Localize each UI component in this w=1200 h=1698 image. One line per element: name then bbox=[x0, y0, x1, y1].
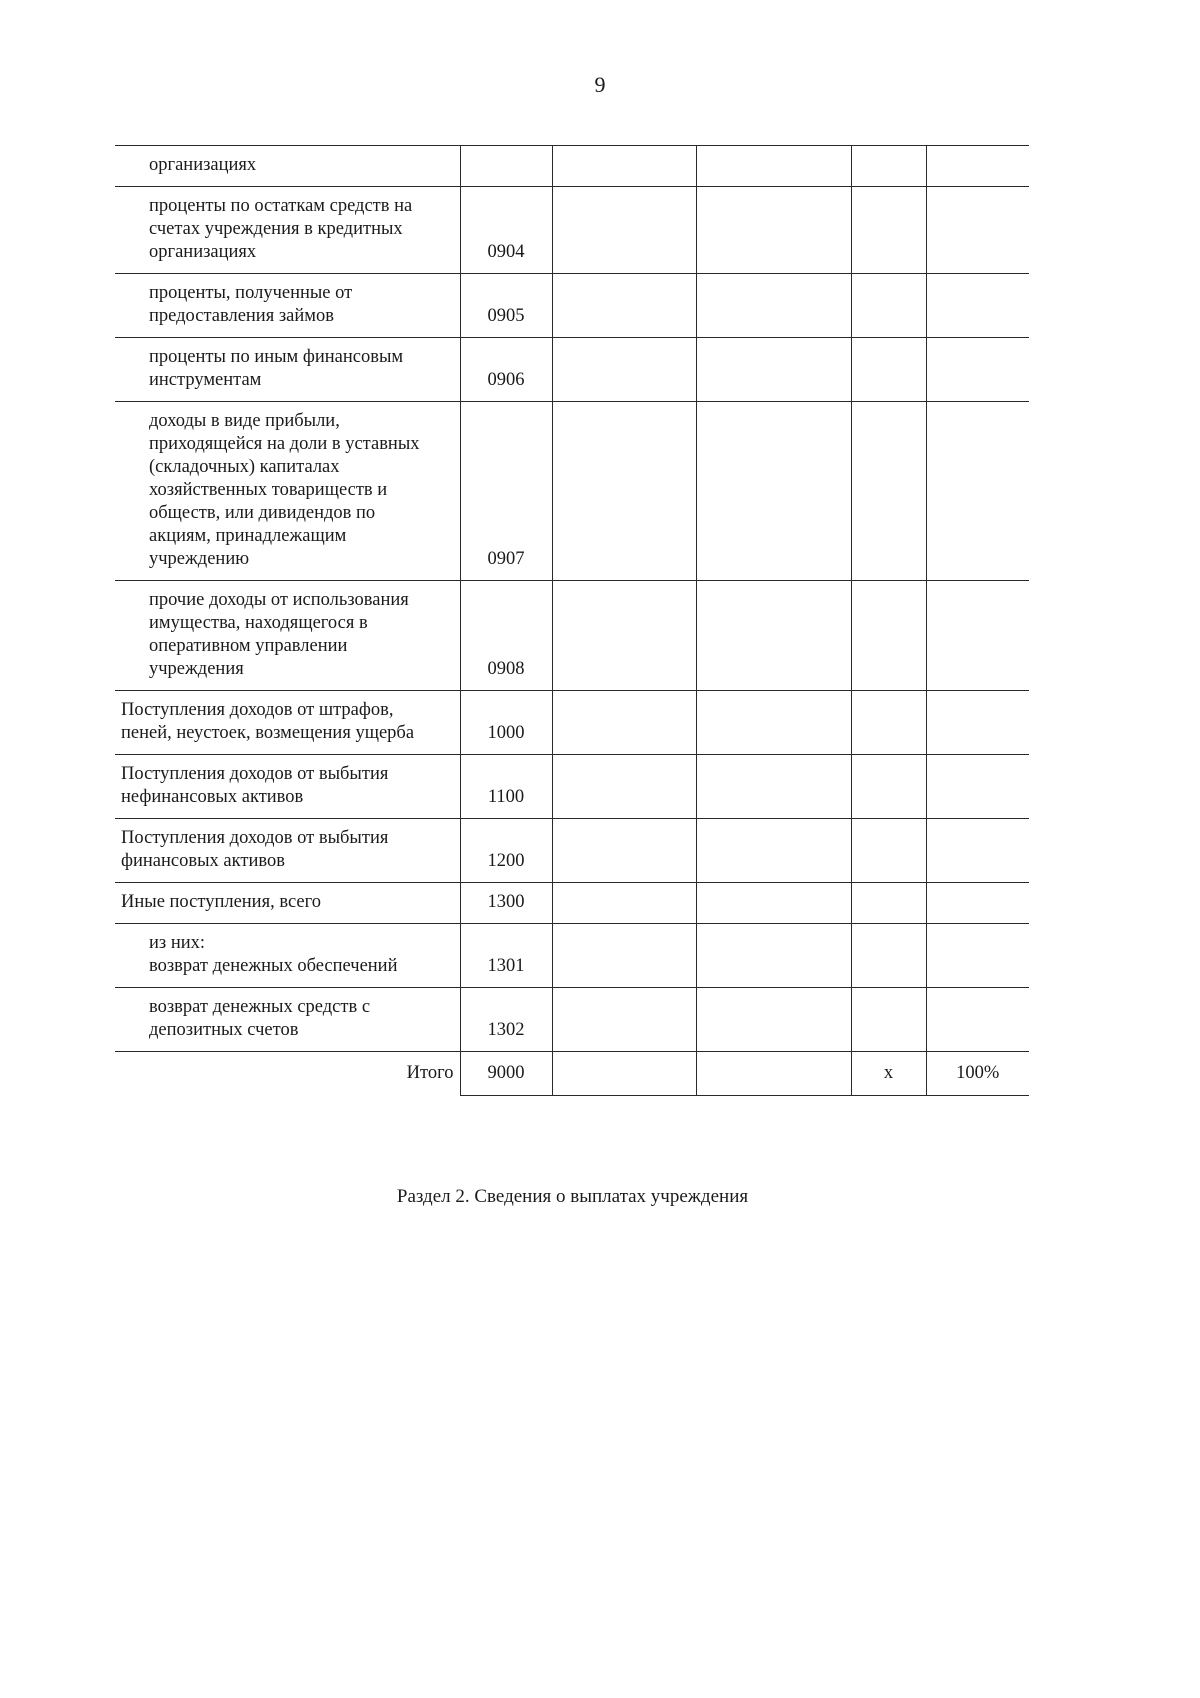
row-name-line: проценты по иным финансовым bbox=[149, 347, 404, 367]
row-name-line: организациях bbox=[149, 242, 257, 262]
row-name-line: доходы в виде прибыли, bbox=[149, 411, 340, 431]
row-name-line: хозяйственных товариществ и bbox=[149, 480, 388, 500]
table-row bbox=[115, 274, 1029, 338]
row-col-c bbox=[851, 691, 926, 755]
row-col-b bbox=[696, 338, 851, 402]
row-name-line: нефинансовых активов bbox=[121, 787, 304, 807]
table-row bbox=[115, 338, 1029, 402]
row-col-b bbox=[696, 581, 851, 691]
row-name bbox=[115, 187, 460, 274]
row-col-b bbox=[696, 187, 851, 274]
row-code: 1302 bbox=[460, 988, 552, 1052]
table-row bbox=[115, 988, 1029, 1052]
row-name bbox=[115, 338, 460, 402]
table-row bbox=[115, 581, 1029, 691]
row-name-line: Поступления доходов от выбытия bbox=[121, 764, 389, 784]
row-name-line: из них: bbox=[149, 933, 206, 953]
row-name-line: Поступления доходов от штрафов, bbox=[121, 700, 394, 720]
row-col-d bbox=[926, 819, 1029, 883]
row-name bbox=[115, 402, 460, 581]
row-name-line: приходящейся на доли в уставных bbox=[149, 434, 420, 454]
row-col-d bbox=[926, 988, 1029, 1052]
row-code bbox=[460, 146, 552, 187]
table-row bbox=[115, 819, 1029, 883]
row-col-b bbox=[696, 274, 851, 338]
total-col-a bbox=[552, 1052, 696, 1096]
row-name-line: проценты по остаткам средств на bbox=[149, 196, 413, 216]
table-row bbox=[115, 924, 1029, 988]
row-col-a bbox=[552, 883, 696, 924]
row-col-c bbox=[851, 581, 926, 691]
row-col-d bbox=[926, 187, 1029, 274]
row-col-c bbox=[851, 146, 926, 187]
row-name-line: возврат денежных средств с bbox=[149, 997, 371, 1017]
row-name-line: Иные поступления, всего bbox=[121, 892, 321, 912]
row-col-d bbox=[926, 402, 1029, 581]
row-name-line: возврат денежных обеспечений bbox=[149, 956, 398, 976]
row-col-b bbox=[696, 755, 851, 819]
row-name-line: акциям, принадлежащим bbox=[149, 526, 347, 546]
row-col-b bbox=[696, 146, 851, 187]
row-col-b bbox=[696, 691, 851, 755]
row-col-b bbox=[696, 819, 851, 883]
row-col-a bbox=[552, 402, 696, 581]
row-col-c bbox=[851, 988, 926, 1052]
row-col-b bbox=[696, 402, 851, 581]
table-row bbox=[115, 883, 1029, 924]
table-row bbox=[115, 691, 1029, 755]
table-row bbox=[115, 187, 1029, 274]
row-name-line: пеней, неустоек, возмещения ущерба bbox=[121, 723, 415, 743]
total-col-b bbox=[696, 1052, 851, 1096]
total-code: 9000 bbox=[460, 1052, 552, 1096]
row-code: 0904 bbox=[460, 187, 552, 274]
table-row bbox=[115, 402, 1029, 581]
row-col-a bbox=[552, 819, 696, 883]
row-col-a bbox=[552, 988, 696, 1052]
income-table-body bbox=[115, 146, 1029, 1096]
row-name bbox=[115, 274, 460, 338]
row-col-d bbox=[926, 581, 1029, 691]
row-code: 1000 bbox=[460, 691, 552, 755]
row-name-line: организациях bbox=[149, 155, 257, 175]
row-code: 0908 bbox=[460, 581, 552, 691]
total-row bbox=[115, 1052, 1029, 1096]
row-col-a bbox=[552, 581, 696, 691]
row-name-line: инструментам bbox=[149, 370, 262, 390]
row-col-b bbox=[696, 924, 851, 988]
row-col-a bbox=[552, 691, 696, 755]
row-name bbox=[115, 819, 460, 883]
row-name-line: обществ, или дивидендов по bbox=[149, 503, 376, 523]
row-col-d bbox=[926, 924, 1029, 988]
row-col-d bbox=[926, 146, 1029, 187]
row-name-line: учреждения bbox=[149, 659, 244, 679]
row-name-line: имущества, находящегося в bbox=[149, 613, 368, 633]
row-name bbox=[115, 581, 460, 691]
row-col-c bbox=[851, 338, 926, 402]
row-col-a bbox=[552, 924, 696, 988]
row-col-a bbox=[552, 274, 696, 338]
row-name-line: прочие доходы от использования bbox=[149, 590, 409, 610]
row-name bbox=[115, 146, 460, 187]
row-col-d bbox=[926, 883, 1029, 924]
row-col-d bbox=[926, 691, 1029, 755]
total-label: Итого bbox=[406, 1063, 454, 1084]
row-name-line: депозитных счетов bbox=[149, 1020, 299, 1040]
row-col-b bbox=[696, 883, 851, 924]
row-code: 1300 bbox=[460, 883, 552, 924]
row-name-line: оперативном управлении bbox=[149, 636, 348, 656]
row-code: 0906 bbox=[460, 338, 552, 402]
row-name bbox=[115, 988, 460, 1052]
row-col-d bbox=[926, 338, 1029, 402]
row-col-c bbox=[851, 274, 926, 338]
row-col-c bbox=[851, 924, 926, 988]
row-col-d bbox=[926, 274, 1029, 338]
row-name bbox=[115, 924, 460, 988]
row-code: 0905 bbox=[460, 274, 552, 338]
income-table bbox=[115, 145, 1029, 1096]
row-col-a bbox=[552, 187, 696, 274]
row-name-line: проценты, полученные от bbox=[149, 283, 353, 303]
row-name bbox=[115, 755, 460, 819]
row-col-b bbox=[696, 988, 851, 1052]
section-heading: Раздел 2. Сведения о выплатах учреждения bbox=[396, 1186, 749, 1207]
row-col-d bbox=[926, 755, 1029, 819]
row-name-line: учреждению bbox=[149, 549, 250, 569]
table-row bbox=[115, 755, 1029, 819]
row-name bbox=[115, 883, 460, 924]
row-name-line: Поступления доходов от выбытия bbox=[121, 828, 389, 848]
row-code: 0907 bbox=[460, 402, 552, 581]
row-name-line: счетах учреждения в кредитных bbox=[149, 219, 403, 239]
row-name-line: предоставления займов bbox=[149, 306, 334, 326]
row-col-c bbox=[851, 883, 926, 924]
page-number: 9 bbox=[594, 72, 606, 97]
row-code: 1200 bbox=[460, 819, 552, 883]
row-name-line: (складочных) капиталах bbox=[149, 457, 340, 477]
row-col-c bbox=[851, 402, 926, 581]
table-row bbox=[115, 146, 1029, 187]
row-col-a bbox=[552, 338, 696, 402]
total-col-c: x bbox=[851, 1052, 926, 1096]
row-name bbox=[115, 691, 460, 755]
row-name-line: финансовых активов bbox=[121, 851, 285, 871]
row-col-a bbox=[552, 755, 696, 819]
row-code: 1301 bbox=[460, 924, 552, 988]
row-col-c bbox=[851, 819, 926, 883]
row-code: 1100 bbox=[460, 755, 552, 819]
row-col-a bbox=[552, 146, 696, 187]
row-col-c bbox=[851, 187, 926, 274]
row-col-c bbox=[851, 755, 926, 819]
total-col-d: 100% bbox=[926, 1052, 1029, 1096]
